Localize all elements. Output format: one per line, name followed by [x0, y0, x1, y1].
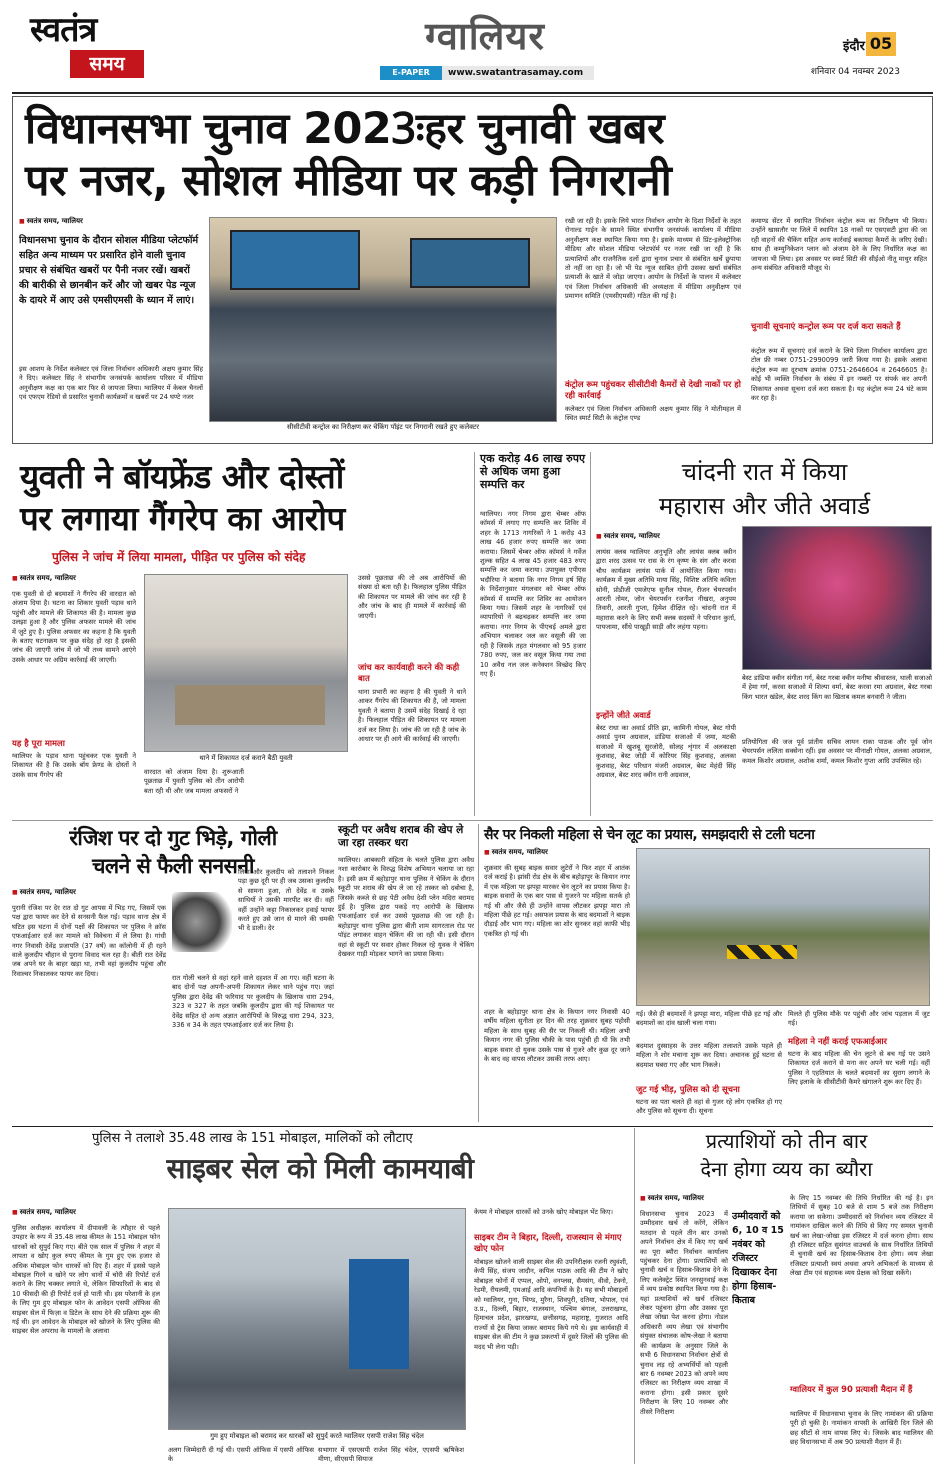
expense-pullquote: उम्मीदवारों को 6, 10 व 15 नवंबर को रजिस्टर दिखाकर देना होगा हिसाब-किताब — [732, 1211, 784, 1306]
ranjish-col1: पुरानी रंजिश पर देर रात दो गुट आपस में भिड़ गए, जिसमें एक पक्ष द्वारा फायर कर देने से सनसनी फैल गई। पड़ाव थाना क्षेत्र में घटित इस घटना में दोनों पक्षों की शिकायत पर पुलिस ने क्रॉस एफआईआर दर्ज कर मामले को विवेचना में ले लिया है। गांधी नगर निवासी देवेंद्र प्रजापति (37 वर्ष) का कॉलोनी में ही रहने वाले कुलदीप चौहान से पुराना विवाद चल रहा है। बीती रात देवेंद्र जब अपने घर के बाहर खड़ा था, तभी वहां कुलदीप पहुंचा और रिवाल्वर निकालकर फायर कर दिया। — [12, 904, 166, 978]
ranjish-photo — [172, 892, 232, 952]
camp-headline: एक करोड़ 46 लाख रुपए से अधिक जमा हुआ सम्पत्ति कर — [480, 452, 586, 491]
raas-col1: लायंस क्लब ग्वालियर अनुभूति और लायंस क्लब क्वीन द्वारा शरद उत्सव पर रास के रंग कृष्ण के संग और करवा चौथ कार्यक्रम लायंस पार्क में आयोजित किया गया। कार्यक्रम में मुख्य अतिथि माया सिंह, विशिष्ट अतिथि कविता सोनी, प्रोडीजी एमजेएफ सुनील गोयल, रीजन चेयरपर्सन आरती तोमर, जोन चेयरपर्सन रजनीश नीखरा, अनुपम तिवारी, आरती गुप्ता, हिमेश दीक्षित रहे। चांदनी रात में महारास करने के लिए सभी क्लब सदस्यों ने परिधान कुर्ता, पायजामा, सौंधे पाखूड़ी साड़ी और लहंगा पहना। — [596, 548, 736, 632]
issue-date: शनिवार 04 नवम्बर 2023 — [810, 67, 900, 77]
lead-intro: विधानसभा चुनाव के दौरान सोशल मीडिया प्लेटफॉर्म सहित अन्य माध्यम पर प्रसारित होने वाली चुनाव प्रचार से संबंधित खबरों पर पैनी नजर रखें। खबरों की बारीकी से छानबीन करें और जो खबर पेड न्यूज के दायरे में आए उसे एमसीएमसी के ध्यान में लाएं। — [19, 235, 199, 306]
expense-headline-1: प्रत्याशियों को तीन बार — [705, 1129, 868, 1153]
page-number: 05 — [866, 32, 896, 56]
cyber-subhead-4: साइबर टीम ने बिहार, दिल्ली, राजस्थान से मंगाए खोए फोन — [474, 1232, 622, 1253]
lead-photo — [209, 217, 557, 422]
cyber-col2: अलग जिम्मेदारी दी गई थी। एसपी ऑफिस में एसपी ऑफिस के — [168, 1446, 314, 1464]
gangrape-headline-1: युवती ने बॉयफ्रेंड और दोस्तों — [20, 457, 344, 496]
divider-v3 — [478, 824, 479, 1122]
chain-col2: बदमाश दुस्साहस के उत्तर महिला तलाशते उसके पहले ही महिला ने शोर मचाना शुरू कर दिया। अचानक हुई घटना से बदमाश घबरा गए और भाग निकले। — [636, 1042, 782, 1069]
cyber-photo-caption: गुम हुए मोबाइल को बरामद कर धारकों को सुपुर्द करते ग्वालियर एसपी राजेश सिंह चंदेल — [168, 1432, 466, 1441]
epaper-label: E-PAPER — [380, 66, 442, 80]
divider-v1 — [474, 452, 475, 816]
raas-col2b: प्रतियोगिता की जज पूर्व प्रांतीय सचिव लायन राका पाठक और पूर्व जोन चेयरपर्सन ललिता सक्सेना रहीं। इस अवसर पर मीनाक्षी गोयल, अलका अग्रवाल, कमल किशोर अग्रवाल, अशोक शर्मा, कमल किशोर गुप्ता आदि उपस्थित रहे। — [742, 738, 932, 765]
raas-photo — [742, 526, 932, 670]
ranjish-col2b: रात गोली चलने से वहां रहने वाले दहशत में आ गए। वहीं घटना के बाद दोनों पक्ष अपनी-अपनी शिकायत लेकर थाने पहुंच गए। जहां पुलिस द्वारा देवेंद्र की फरियाद पर कुलदीप के खिलाफ धारा 294, 323 व 327 के तहत जबकि कुलदीप द्वारा की गई शिकायत पर देवेंद्र सहित दो अन्य अज्ञात आरोपियों के विरुद्ध धारा 294, 323, 336 व 34 के तहत एफआईआर दर्ज कर लिया है। — [172, 974, 334, 1030]
cyber-kicker: पुलिस ने तलाशे 35.48 लाख के 151 मोबाइल, मालिकों को लौटाए — [92, 1131, 413, 1146]
gangrape-col3b: थाना प्रभारी का कहना है की युवती ने थाने आकर गैंगरेप की शिकायत की है, जो मामला युवती ने बताया है उसमें संदेह दिखाई दे रहा है। फिलहाल पीड़ित की शिकायत पर मामला दर्ज कर लिया है। जांच की जा रही है जांच के आधार पर ही आगे की कार्रवाई की जाएगी। — [358, 688, 466, 744]
lead-col2: रखी जा रही है। इसके लिये भारत निर्वाचन आयोग के दिशा निर्देशों के तहत रोनाल्ड गाईन के सामने स्थित संभागीय जनसंपर्क कार्यालय में मीडिया अनुवीक्षण कक्ष स्थापित किया गया है। इसके माध्यम से प्रिंट-इलेक्ट्रोनिक मीडिया और सोशल मीडिया प्लेटफॉर्म पर नजर रखी जा रही है कि प्रत्याशियों और राजनैतिक दलों द्वारा चुनाव प्रचार से संबंधित खर्चे छुपाया तो नहीं जा रहा है। जो भी पेड न्यूज साबित होगी उसका खर्चा संबंधित प्रत्याशी के खाते में जोड़ा जाएगा। आयोग के निर्देशों के पालन में कलेक्टर एवं जिला निर्वाचन अधिकारी की अध्यक्षता में मीडिया अनुवीक्षण एवं प्रमाणन समिति (एमसीएमसी) गठित की गई है। — [565, 217, 741, 301]
lead-byline: ■ स्वतंत्र समय, ग्वालियर — [19, 217, 199, 226]
barricade — [727, 945, 797, 959]
lead-headline-1: विधानसभा चुनाव 2023ःहर चुनावी खबर — [25, 104, 665, 154]
site-url[interactable]: www.swatantrasamay.com — [448, 68, 584, 78]
cyber-story — [12, 1128, 628, 1464]
ranjish-headline-1: रंजिश पर दो गुट भिड़े, गोली — [69, 826, 277, 850]
expense-story — [640, 1128, 933, 1464]
gangrape-photo — [144, 574, 348, 752]
cyber-headline: साइबर सेल को मिली कामयाबी — [166, 1152, 474, 1185]
chain-col2b: घटना का पता चलते ही वहां से गुजर रहे लोग एकत्रित हो गए और पुलिस को सूचना दी। सूचना — [636, 1098, 782, 1116]
edition-title: ग्वालियर — [425, 14, 545, 58]
chain-subhead-3: महिला ने नहीं कराई एफआईआर — [788, 1036, 887, 1046]
cyber-col4: केयम ने मोबाइल धारकों को उनके खोए मोबाइल भेंट किए। — [474, 1208, 613, 1216]
raas-headline-1: चांदनी रात में किया — [681, 458, 848, 486]
expense-col1: विधानसभा चुनाव 2023 में उम्मीदवार खर्च तो करेंगे, लेकिन मतदान से पहले तीन बार उनको अपने निर्वाचन क्षेत्र में किए गए खर्च का पूरा ब्यौरा निर्वाचन कार्यालय पहुंचकर देना होगा। प्रत्याशियों को चुनावी खर्च व हिसाब-किताब देने के लिए कलेक्ट्रेट स्थित जनसुनवाई कक्ष में व्यय प्रकोष्ठ स्थापित किया गया है। यहां प्रत्याशियों को खर्च रजिस्टर लेकर पहुंचना होगा और उसका पूरा लेखा जोखा पेश करना होगा। नोडल अधिकारी व्यय लेखा एवं संभागीय संयुक्त संचालक कोष-लेखा ने बताया की कार्यक्रम के अनुसार जिले के सभी 6 विधानसभा निर्वाचन क्षेत्रों से चुनाव लड़ रहे अभ्यर्थियों को पहली बार 6 नवम्बर 2023 को अपने व्यय रजिस्टर का निरीक्षण व्यय शाखा में कराना होगा। इसी प्रकार दूसरे निरीक्षण के लिए 10 नवम्बर और तीसरे निरीक्षण — [640, 1210, 728, 1416]
banner-shape — [349, 1259, 409, 1369]
gangrape-story — [12, 450, 470, 816]
lead-col1: इस आशय के निर्देश कलेक्टर एवं जिला निर्वाचन अधिकारी अक्षय कुमार सिंह ने दिए। कलेक्टर सिंह ने संभागीय जनसंपर्क कार्यालय परिसर में मीडिया अनुवीक्षण कक्ष का एक बार फिर से जायजा लिया। ग्वालियर में केबल चैनलों एवं एफएम रेडियो से प्रसारित चुनावी कार्यक्रमों व खबरों पर 24 घण्टे नजर — [19, 365, 203, 402]
masthead — [0, 0, 945, 92]
cyber-col1: पुलिस अधीक्षक कार्यालय में दीपावली के त्यौहार से पहले उपहार के रूप में 35.48 लाख कीमत के 151 मोबाइल फोन धारकों को सुपुर्द किए गए। बीते एक साल में पुलिस ने शहर में लापता व खोए कुल रुपए कीमत के गुम हुए एक हजार से अधिक मोबाइल फोन धारकों को दिए हैं। शहर में इससे पहले मोबाइल गिरने व खोने पर लोग थानों में चोरी की रिपोर्ट दर्ज कराने के लिए चक्कर लगाते थे, लेकिन सिफारिशों के बाद से 10 फीसदी की ही रिपोर्ट दर्ज हो पाती थी। इस परेशानी के हल के लिए गुम हुए मोबाइल फोन के आवेदन एसपी ऑफिस की साइबर सेल में फिज़ा व डिटेल के साथ देने की प्रक्रिया शुरू की गई थी। इन आवेदन के मोबाइल को खोजने के लिए पुलिस की साइबर सेल अपराध के मामलों के अलावा — [12, 1224, 160, 1336]
lead-col3: कमाण्ड सेंटर में स्थापित निर्वाचन कंट्रोल रूम का निरीक्षण भी किया। उन्होंने खासतौर पर जिले में स्थापित 18 नाकों पर एसएसटी द्वारा की जा रही वाहनों की चैकिंग सहित अन्य कार्रवाई बकायदा कैमरों के जरिए देखी। साथ ही कम्युनिकेशन प्लान को अंजाम देने के लिए निर्धारित कक्ष का जायजा भी लिया। इस अवसर पर स्मार्ट सिटी की सीईओ नीतू माथुर सहित अन्य संबंधित अधिकारी मौजूद थे। — [751, 217, 927, 273]
monitor-wall — [230, 230, 360, 290]
gangrape-subtitle: पुलिस ने जांच में लिया मामला, पीड़ित पर पुलिस को संदेह — [52, 550, 306, 564]
divider-h1 — [12, 820, 933, 821]
lead-subhead-2: कंट्रोल रूम पहुंचकर सीसीटीवी कैमरों से देखी नाकों पर हो रही कार्रवाई — [565, 379, 741, 400]
lead-headline-2: पर नजर, सोशल मीडिया पर कड़ी निगरानी — [25, 156, 672, 206]
gangrape-col2: वारदात को अंजाम दिया है। शुरूआती पूछताछ में युवती पुलिस को तीन आरोपी बता रही थी और जब मामला अफसरों ने — [144, 768, 244, 795]
chain-subhead: जुट गई भीड़, पुलिस को दी सूचना — [636, 1084, 740, 1094]
camp-story — [480, 452, 586, 816]
gangrape-subhead-1: यह है पूरा मामला — [12, 738, 65, 748]
raas-story — [596, 452, 933, 818]
expense-col2: के लिए 15 नवम्बर की तिथि निर्धारित की गई है। इन तिथियों में सुबह 10 बजे से शाम 5 बजे तक निरीक्षण कराया जा सकेगा। उम्मीदवारों को निर्वाचन व्यय रजिस्टर में नामांकन दाखिल करने की तिथि से किए गए समस्त चुनावी खर्च का लेखा-जोखा इस रजिस्टर में दर्ज करना होगा। साथ ही रजिस्टर सहित सुसंगत वाउचर्स के साथ निर्धारित तिथियों में चुनावी खर्च का हिसाब-किताब देना होगा। व्यय लेखा रजिस्टर प्रत्याशी स्वयं अथवा अपने अभिकर्ता के माध्यम से लेखा टीम एवं सहायक व्यय प्रेक्षक को दिखा सकेंगे। — [790, 1194, 933, 1278]
expense-subhead: ग्वालियर में कुल 90 प्रत्याशी मैदान में हैं — [790, 1384, 913, 1394]
expense-headline-2: देना होगा व्यय का ब्यौरा — [700, 1157, 873, 1181]
cyber-photo — [168, 1208, 466, 1430]
epaper-bar — [380, 66, 594, 80]
chain-photo-caption: गई। जैसे ही बदमाशों ने झपट्टा मारा, महिला पीछे हट गई और बदमाशों का दांव खाली चला गया। — [636, 1010, 782, 1028]
lead-subhead-3: चुनावी सूचनाएं कन्ट्रोल रूम पर दर्ज करा सकते हैं — [751, 321, 901, 331]
chain-photo — [636, 848, 930, 1006]
chain-col1b: शहर के बहोड़ापुर थाना क्षेत्र के कियान नगर निवासी 40 वर्षीय महिला सुनीता हर दिन की तरह शुक्रवार सुबह पहोसी महिला के साथ सुबह की सैर पर निकली थी। महिला अभी कियान नगर की पुलिस चौकी के पास पहुंची ही थी कि तभी बाइक सवार दो युवक उसके पास से गुजरे और कुछ दूर जाने के बाद वह वापस लौटकर उसकी तरफ आए। — [484, 1008, 630, 1064]
chain-col1: शुक्रवार की सुबह बाइक सवार लुटेरों ने फिर शहर में आतंक दर्ज कराई है। झांसी रोड क्षेत्र के बीच बहोड़ापुर के कियान नगर में एक महिला पर झपट्टा मारकर चेन लूटने का प्रयास किया है। बाइक सवारों के एक बार पास से गुजरने पर महिला सतर्क हो गई थी और जैसे ही उन्होंने वापस लौटकर झपट्टा मारा तो महिला पीछे हट गई। असफल प्रयास के बाद बदमाशों ने बाइक दौड़ाई और भाग गए। महिला का शोर सुनकर वहां काफी भीड़ एकत्रित हो गई थी। — [484, 864, 630, 938]
masthead-rule — [12, 92, 933, 94]
liquor-body: ग्वालियर। आबकारी संहिता के चलते पुलिस द्वारा अवैध नशा कारोबार के विरुद्ध विशेष अभियान चलाया जा रहा है। इसी क्रम में बहोड़ापुर थाना पुलिस ने चेकिंग के दौरान स्कूटी पर शराब की खेप ले जा रहे तस्कर को दबोचा है, जिसके कब्जे से छह पेटी अवैध देशी प्लेन मदिरा बरामद हुई है। पुलिस द्वारा पकड़े गए आरोपी के खिलाफ एफआईआर दर्ज कर उससे पूछताछ की जा रही है। बहोड़ापुर थाना पुलिस द्वारा बीती शाम सागरताल रोड पर पॉइंट लगाकर वाहन चेकिंग की जा रही थी। इसी दौरान वहां से स्कूटी पर सवार होकर निकल रहे युवक ने चेकिंग देखकर गाड़ी मोड़कर भागने का प्रयास किया। — [338, 856, 474, 959]
cyber-col3: सभागार में एसएसपी राजेश सिंह चंदेल, एएसपी ऋषिकेश मीणा, सीएसपी सियाज — [318, 1446, 464, 1464]
lead-col2b: कलेक्टर एवं जिला निर्वाचन अधिकारी अक्षय कुमार सिंह ने मोतीमहल में स्थित स्मार्ट सिटी के कंट्रोल एण्ड — [565, 405, 741, 423]
raas-col1b: बेस्ट राधा का अवार्ड प्रीति झा, कामिनी गोयल, बेस्ट गोपी अवार्ड पुनम अग्रवाल, डांडिया सजाओ में जमा, मटकी सजाओ में खुशबू सुरजोरी, सोलह शृंगार में अलकाक्षा कुशवाह, बेस्ट जोड़ी में कोरियर सिंह कुशवाह, अलका कुशवाह, बेस्ट परिधान मंजरी अग्रवाल, बेस्ट मेहंदी सिंह अग्रवाल, बेस्ट शरद क्वीन रानी अग्रवाल, — [596, 724, 736, 780]
camp-body: ग्वालियर। नगर निगम द्वारा चेम्बर ऑफ कॉमर्स में लगाए गए सम्पत्ति कर शिविर में शहर के 1713 नागरिकों ने 1 करोड़ 43 लाख 46 हजार रुपए सम्पत्ति कर जमा कराया। जिसमें चेम्बर ऑफ कॉमर्स ने गर्वेज शुल्क सहित 4 लाख 45 हजार 483 रुपए सम्पत्ति कर जमा कराया। उपायुक्त एपीएस भदौरिया ने बताया कि नगर निगम हर्ष सिंह के निर्देशानुसार मंगलवार को चेम्बर ऑफ कॉमर्स में सम्पत्ति कर शिविर का आयोजन किया गया। जिसमें शहर के नागरिकों एवं व्यापारियों ने बढ़चढ़कर सम्पत्ति कर जमा कराया। नगर निगम के पीएचई अमले द्वारा अभियान चलाकर जल कर वसूली की जा रही है जिसके तहत मंगलवार को 95 हजार 780 रुपए, जल कर वसूल किया गया तथा 10 अवैध नल जल कनेक्शन विच्छेद किए गए हैं। — [480, 510, 586, 678]
chain-story — [484, 824, 933, 1124]
gangrape-col1: एक युवती से दो बदमाशों ने गैंगरेप की वारदात को अंजाम दिया है। घटना का शिकार युवती पड़ाव थाने पहुंची और मामले की शिकायत की है। मामला कुछ उलझा हुआ है और पुलिस अफसर मामले की जांच में जुटे हुए है। पुलिस अफसर का कहना है कि युवती के बताए घटनाक्रम पर कुछ संदेह हो रहा है इसकी जांच की जाएगी जांच में जो भी तथ्य सामने आएंगे उसके आधार पर अग्रिम कार्रवाई की जाएगी। — [12, 590, 136, 664]
chain-col3: मिलते ही पुलिस मौके पर पहुंची और जांच पड़ताल में जुट गई। — [788, 1010, 930, 1028]
chain-col3b: घटना के बाद महिला की चेन लूटने से बच गई पर उसने शिकायत दर्ज कराने से मना कर अपने घर चली गई। वहीं पुलिस ने एहतियात के चलते बदमाशों का सुराग लगाने के लिए इलाके के सीसीटीवी कैमरे खंगालने शुरू कर दिए हैं। — [788, 1050, 930, 1087]
gangrape-col3: उससे पूछताछ की तो अब आरोपियों की संख्या दो बता रही है। फिलहाल पुलिस पीड़ित की शिकायत पर मामले की जांच कर रही है और जांच के बाद ही मामले में कार्रवाई की जाएगी। — [358, 574, 466, 620]
gangrape-col1b: ग्वालियर के पड़ाव थाना पहुंचकर एक युवती ने शिकायत की है कि उसके बॉय फ्रेण्ड के दोस्तों ने उसके साथ गैंगरेप की — [12, 752, 136, 779]
raas-byline: ■ स्वतंत्र समय, ग्वालियर — [596, 532, 736, 541]
logo-line1: स्वतंत्र — [30, 10, 97, 50]
ranjish-byline: ■ स्वतंत्र समय, ग्वालियर — [12, 888, 162, 897]
ranjish-col2: लिया और कुलदीप को तलाशने निकल पड़ा कुछ दूरी पर ही जब उसका कुलदीप से सामना हुआ, तो देवेंद्र व उसके साथियों ने उसकी मारपीट कर दी। वहीं वहीं उन्होंने कट्टा निकालकर हवाई फायर करते हुए उसे जान से मारने की धमकी भी दे डाली। देर — [238, 868, 334, 933]
liquor-headline: स्कूटी पर अवैध शराब की खेप ले जा रहा तस्कर धरा — [338, 824, 464, 849]
expense-col2b: ग्वालियर में विधानसभा चुनाव के लिए नामांकन की प्रक्रिया पूरी हो चुकी है। नामांकन वापसी के आखिरी दिन जिले की छह सीटों से नाम वापस लिए थे। जिसके बाद ग्वालियर की छह विधानसभा में अब 90 प्रत्याशी मैदान में हैं। — [790, 1410, 933, 1447]
logo — [30, 10, 162, 82]
ranjish-headline-2: चलने से फैली सनसनी — [92, 854, 254, 878]
gangrape-photo-caption: थाने में शिकायत दर्ज कराने बैठी युवती — [144, 754, 348, 763]
raas-subhead: इन्होंने जीते अवार्ड — [596, 710, 651, 720]
city-label: इंदौर — [843, 39, 865, 54]
liquor-story — [338, 824, 474, 1124]
ranjish-story — [12, 824, 334, 1124]
lead-story — [12, 96, 933, 444]
chain-headline: सैर पर निकली महिला से चेन लूट का प्रयास, समझदारी से टली घटना — [484, 827, 815, 843]
gangrape-subhead-3: जांच कर कार्यवाही करने की कही बात — [358, 662, 460, 683]
raas-headline-2: महारास और जीते अवार्ड — [658, 492, 871, 520]
lead-photo-caption: सीसीटीवी कन्ट्रोल का निरीक्षण कर चेकिंग पॉइंट पर निगरानी रखते हुए कलेक्टर — [209, 423, 557, 432]
expense-byline: ■ स्वतंत्र समय, ग्वालियर — [640, 1194, 780, 1203]
divider-h2 — [12, 1126, 933, 1127]
divider-v2 — [590, 452, 591, 816]
gangrape-headline-2: पर लगाया गैंगरेप का आरोप — [20, 499, 345, 538]
cyber-byline: ■ स्वतंत्र समय, ग्वालियर — [12, 1208, 162, 1217]
lead-col3b: कंट्रोल रूम में सूचनाएं दर्ज कराने के लिये जिला निर्वाचन कार्यालय द्वारा टोल फ्री नम्बर 0751-2990099 जारी किया गया है। इसके अलावा कंट्रोल रूम का दूरभाष क्रमांक 0751-2646604 व 2646605 है। कोई भी व्यक्ति निर्वाचन के संबंध में इन नम्बरों पर संपर्क कर अपनी शिकायत अथवा सूचना दर्ज करा सकता है। यह कंट्रोल रूम 24 घंटे काम कर रहा है। — [751, 347, 927, 403]
logo-line2: समय — [70, 50, 144, 78]
desk-shape — [175, 685, 325, 725]
divider-v4 — [634, 1128, 635, 1464]
gangrape-byline: ■ स्वतंत्र समय, ग्वालियर — [12, 574, 142, 583]
cyber-col4b: मोबाइल खोजने वाली साइबर सेल की उपनिरीक्षक रजनी रघुवंशी, केपी सिंह, संजय जादौन, कपिल पाठक आदि की टीम ने खोए मोबाइल फोनों में एप्पल, ओपो, वनप्लस, सैमसंग, वीवो, टेक्नो, रेडमी, रीयलमी, एमआई आदि कंपनियों के है। यह सभी मोबाइलों को ग्वालियर, गुना, भिण्ड, मुरैना, शिवपुरी, दतिया, भोपाल, एवं उ.प्र., दिल्ली, बिहार, राजस्थान, पश्चिम बंगाल, उत्तराखण्ड, हिमाचल प्रदेश, झारखण्ड, छत्तीसगढ़, महाराष्ट्र, गुजरात आदि राज्यों से ट्रेस किया जाकर बरामद किये गये थे। इस कार्यवाही में साइबर सेल की टीम ने कुछ प्रकरणों में दूसरे जिलों की पुलिस की मदद भी लेना पड़ी। — [474, 1258, 628, 1351]
monitor-wall-2 — [410, 238, 530, 288]
chain-byline: ■ स्वतंत्र समय, ग्वालियर — [484, 848, 634, 857]
raas-col2: बेस्ट डांडिया क्वीन संगीता गर्ग, बेस्ट गरबा क्वीन मनीषा श्रीवास्तव, थाली सजाओ में हेमा गर्ग, करवा सजाओ में शिल्पा वर्मा, बेस्ट करवा रमा अग्रवाल, बेस्ट गरबा किंग भारत खंडेल, बेस्ट शरद किंग का खिताब कमल बनवारी ने जीता। — [742, 674, 932, 701]
